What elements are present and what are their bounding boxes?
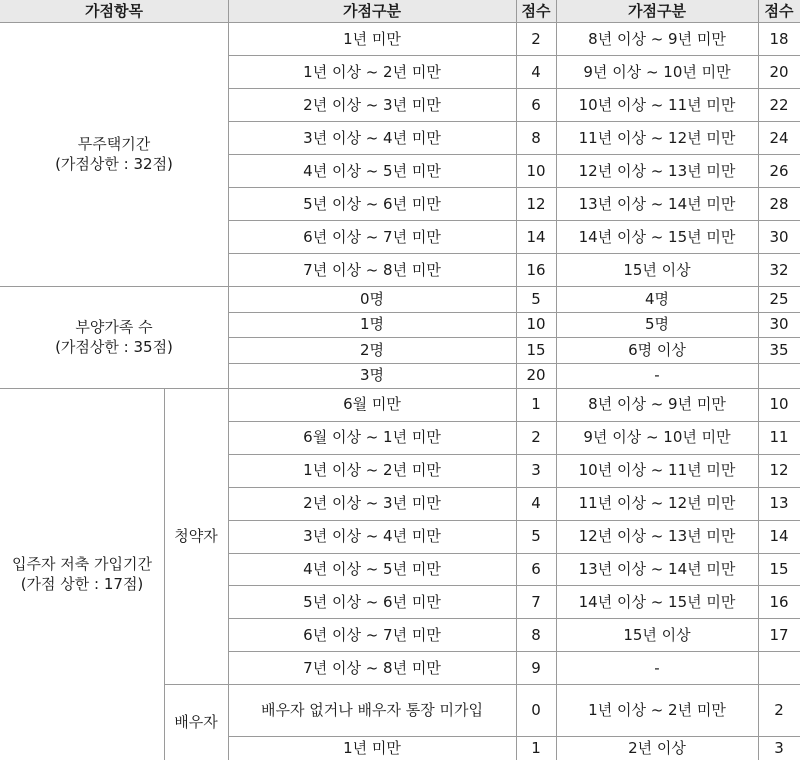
spouse-row-score-right-cell: 3 (774, 739, 784, 757)
spouse-row-division-left-cell: 배우자 없거나 배우자 통장 미가입 (261, 701, 483, 719)
applicant-row-score-left-cell: 9 (531, 658, 541, 677)
dependents-row-score-left-cell: 15 (526, 340, 546, 359)
category-savings-period (0, 388, 164, 760)
homeless-row-division-left-cell: 3년 이상 ~ 4년 미만 (303, 128, 441, 147)
homeless-row-division-left-cell: 6년 이상 ~ 7년 미만 (303, 227, 441, 246)
row-divider (228, 585, 800, 586)
category-homeless-limit: (가점상한 : 32점) (55, 155, 173, 173)
dependents-row-division-left-cell: 2명 (359, 340, 385, 359)
applicant-row-division-left-cell: 7년 이상 ~ 8년 미만 (303, 658, 441, 677)
dependents-row-score-right-cell: 25 (769, 289, 789, 308)
spouse-row-score-left-cell: 1 (531, 739, 541, 757)
subcategory-divider (164, 388, 165, 760)
row-divider (228, 520, 800, 521)
applicant-row-division-right-cell: 9년 이상 ~ 10년 미만 (583, 428, 731, 447)
header-score-right: 점수 (758, 0, 800, 22)
dependents-row-division-right-cell: 4명 (644, 289, 670, 308)
applicant-row-score-left-cell: 7 (531, 592, 541, 611)
homeless-row-division-right-cell: 8년 이상 ~ 9년 미만 (588, 29, 726, 48)
applicant-row-division-right-cell: 10년 이상 ~ 11년 미만 (578, 461, 736, 480)
applicant-row-division-right-cell: 14년 이상 ~ 15년 미만 (578, 592, 736, 611)
category-dependents-title: 부양가족 수 (75, 318, 153, 336)
row-divider (228, 553, 800, 554)
dependents-row-score-left-cell: 20 (526, 366, 546, 385)
dependents-row-division-left-cell: 0명 (359, 289, 385, 308)
applicant-row-score-right-cell (758, 651, 800, 684)
header-category: 가점항목 (0, 0, 228, 22)
row-divider (228, 187, 800, 188)
header-divider (0, 22, 800, 23)
row-divider (228, 337, 800, 338)
applicant-row-division-left-cell: 2년 이상 ~ 3년 미만 (303, 494, 441, 513)
applicant-row-division-right-cell: 11년 이상 ~ 12년 미만 (578, 494, 736, 513)
applicant-row-division-left-cell: 5년 이상 ~ 6년 미만 (303, 592, 441, 611)
homeless-row-division-left-cell: 5년 이상 ~ 6년 미만 (303, 194, 441, 213)
applicant-row-score-left-cell: 2 (531, 428, 541, 447)
homeless-row-score-right-cell: 18 (769, 29, 789, 48)
row-divider (228, 651, 800, 652)
subcategory-applicant: 청약자 (174, 527, 218, 545)
applicant-row-score-right-cell: 16 (769, 592, 789, 611)
applicant-row-score-left-cell: 4 (531, 494, 541, 513)
applicant-row-division-right-cell: 13년 이상 ~ 14년 미만 (578, 559, 736, 578)
spouse-row-score-right-cell: 2 (774, 701, 784, 719)
dependents-row-score-right-cell: 30 (769, 315, 789, 334)
homeless-row-score-left-cell: 14 (526, 227, 546, 246)
header-division-left: 가점구분 (228, 0, 516, 22)
homeless-row-score-left-cell: 2 (531, 29, 541, 48)
spouse-row-score-left-cell: 0 (531, 701, 541, 719)
applicant-row-division-left-cell: 3년 이상 ~ 4년 미만 (303, 527, 441, 546)
applicant-row-division-left-cell: 6월 미만 (343, 395, 401, 414)
row-divider (228, 363, 800, 364)
applicant-row-score-right-cell: 14 (769, 527, 789, 546)
applicant-row-score-right-cell: 13 (769, 494, 789, 513)
category-homeless-title: 무주택기간 (77, 135, 151, 153)
applicant-row-division-left-cell: 6년 이상 ~ 7년 미만 (303, 625, 441, 644)
homeless-row-division-left-cell: 4년 이상 ~ 5년 미만 (303, 161, 441, 180)
dependents-row-division-right-cell: - (654, 366, 660, 385)
row-divider (228, 312, 800, 313)
category-dependents (0, 286, 228, 388)
homeless-row-score-right-cell: 28 (769, 194, 789, 213)
dependents-row-score-left-cell: 5 (531, 289, 541, 308)
dependents-row-score-right-cell: 35 (769, 340, 789, 359)
applicant-row-division-right-cell: - (654, 658, 660, 677)
homeless-row-division-right-cell: 15년 이상 (623, 260, 691, 279)
homeless-row-score-right-cell: 24 (769, 128, 789, 147)
category-dependents-limit: (가점상한 : 35점) (55, 338, 173, 356)
column-divider (556, 0, 557, 760)
applicant-row-division-left-cell: 1년 이상 ~ 2년 미만 (303, 461, 441, 480)
applicant-row-score-right-cell: 17 (769, 625, 789, 644)
homeless-row-division-right-cell: 12년 이상 ~ 13년 미만 (578, 161, 736, 180)
header-division-right: 가점구분 (556, 0, 758, 22)
column-divider (758, 0, 759, 760)
homeless-row-score-right-cell: 22 (769, 95, 789, 114)
dependents-row-division-left-cell: 3명 (359, 366, 385, 385)
applicant-row-score-left-cell: 6 (531, 559, 541, 578)
homeless-row-score-left-cell: 8 (531, 128, 541, 147)
applicant-row-score-right-cell: 12 (769, 461, 789, 480)
homeless-row-score-left-cell: 12 (526, 194, 546, 213)
row-divider (228, 454, 800, 455)
applicant-row-score-left-cell: 8 (531, 625, 541, 644)
applicant-row-score-left-cell: 1 (531, 395, 541, 414)
homeless-row-score-left-cell: 16 (526, 260, 546, 279)
row-divider (164, 684, 800, 685)
category-savings-limit: (가점 상한 : 17점) (20, 575, 144, 593)
applicant-row-division-right-cell: 15년 이상 (623, 625, 691, 644)
applicant-row-division-right-cell: 8년 이상 ~ 9년 미만 (588, 395, 726, 414)
homeless-row-score-right-cell: 30 (769, 227, 789, 246)
row-divider (228, 618, 800, 619)
section-divider (0, 286, 800, 287)
column-divider (516, 0, 517, 760)
row-divider (228, 487, 800, 488)
row-divider (228, 88, 800, 89)
dependents-row-score-right-cell (758, 363, 800, 389)
applicant-row-score-left-cell: 3 (531, 461, 541, 480)
row-divider (228, 121, 800, 122)
category-savings-title: 입주자 저축 가입기간 (12, 555, 152, 573)
row-divider (228, 736, 800, 737)
homeless-row-score-right-cell: 26 (769, 161, 789, 180)
homeless-row-division-left-cell: 2년 이상 ~ 3년 미만 (303, 95, 441, 114)
homeless-row-score-left-cell: 6 (531, 95, 541, 114)
row-divider (228, 55, 800, 56)
homeless-row-division-right-cell: 11년 이상 ~ 12년 미만 (578, 128, 736, 147)
applicant-row-division-left-cell: 4년 이상 ~ 5년 미만 (303, 559, 441, 578)
homeless-row-score-left-cell: 4 (531, 62, 541, 81)
applicant-row-score-left-cell: 5 (531, 527, 541, 546)
subcategory-spouse: 배우자 (174, 713, 218, 731)
homeless-row-division-left-cell: 1년 이상 ~ 2년 미만 (303, 62, 441, 81)
applicant-row-score-right-cell: 10 (769, 395, 789, 414)
spouse-row-division-right-cell: 1년 이상 ~ 2년 미만 (588, 701, 726, 719)
section-divider (0, 388, 800, 389)
dependents-row-division-right-cell: 5명 (644, 315, 670, 334)
category-homeless-period (0, 22, 228, 286)
homeless-row-division-right-cell: 10년 이상 ~ 11년 미만 (578, 95, 736, 114)
row-divider (228, 253, 800, 254)
homeless-row-division-right-cell: 14년 이상 ~ 15년 미만 (578, 227, 736, 246)
applicant-row-division-left-cell: 6월 이상 ~ 1년 미만 (303, 428, 441, 447)
row-divider (228, 154, 800, 155)
homeless-row-division-left-cell: 1년 미만 (343, 29, 401, 48)
spouse-row-division-right-cell: 2년 이상 (628, 739, 686, 757)
dependents-row-score-left-cell: 10 (526, 315, 546, 334)
applicant-row-division-right-cell: 12년 이상 ~ 13년 미만 (578, 527, 736, 546)
homeless-row-score-right-cell: 20 (769, 62, 789, 81)
header-score-left: 점수 (516, 0, 556, 22)
homeless-row-score-right-cell: 32 (769, 260, 789, 279)
row-divider (228, 421, 800, 422)
spouse-row-division-left-cell: 1년 미만 (343, 739, 401, 757)
applicant-row-score-right-cell: 15 (769, 559, 789, 578)
homeless-row-division-right-cell: 13년 이상 ~ 14년 미만 (578, 194, 736, 213)
homeless-row-division-left-cell: 7년 이상 ~ 8년 미만 (303, 260, 441, 279)
dependents-row-division-left-cell: 1명 (359, 315, 385, 334)
dependents-row-division-right-cell: 6명 이상 (628, 340, 686, 359)
row-divider (228, 220, 800, 221)
homeless-row-division-right-cell: 9년 이상 ~ 10년 미만 (583, 62, 731, 81)
homeless-row-score-left-cell: 10 (526, 161, 546, 180)
column-divider (228, 0, 229, 760)
applicant-row-score-right-cell: 11 (769, 428, 789, 447)
